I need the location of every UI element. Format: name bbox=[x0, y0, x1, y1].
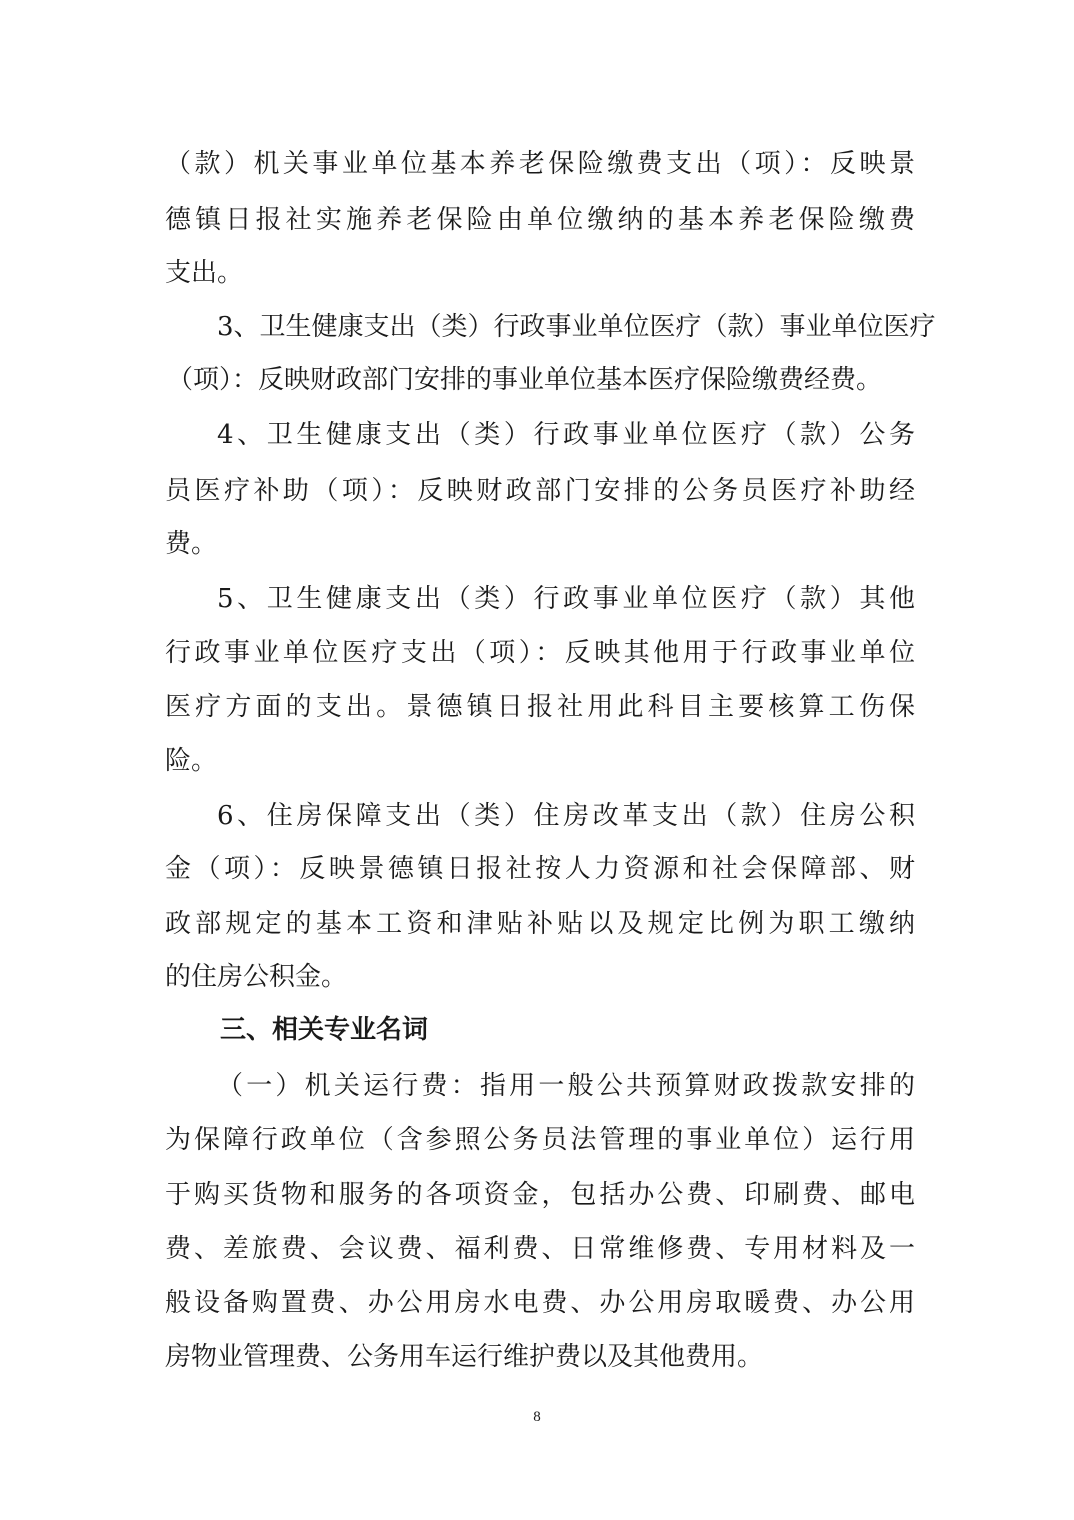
text-line: 政部规定的基本工资和津贴补贴以及规定比例为职工缴纳 bbox=[165, 909, 915, 939]
text-line: （一）机关运行费：指用一般公共预算财政拨款安排的 bbox=[217, 1071, 915, 1101]
text-line: （项）：反映财政部门安排的事业单位基本医疗保险缴费经费。 bbox=[167, 365, 883, 395]
text-line: 4、卫生健康支出（类）行政事业单位医疗（款）公务 bbox=[217, 420, 915, 450]
text-line: 般设备购置费、办公用房水电费、办公用房取暖费、办公用 bbox=[165, 1288, 915, 1318]
text-line: 医疗方面的支出。景德镇日报社用此科目主要核算工伤保 bbox=[165, 692, 915, 722]
page-number: 8 bbox=[533, 1409, 541, 1425]
text-line: 支出。 bbox=[165, 258, 244, 288]
text-line: 费。 bbox=[165, 529, 218, 559]
text-line: （款）机关事业单位基本养老保险缴费支出（项）：反映景 bbox=[165, 149, 915, 179]
text-line: 房物业管理费、公务用车运行维护费以及其他费用。 bbox=[165, 1342, 764, 1372]
text-line: 3、卫生健康支出（类）行政事业单位医疗（款）事业单位医疗 bbox=[217, 312, 936, 342]
text-line: 费、差旅费、会议费、福利费、日常维修费、专用材料及一 bbox=[165, 1234, 915, 1264]
text-line: 6、住房保障支出（类）住房改革支出（款）住房公积 bbox=[217, 801, 915, 831]
text-line: 德镇日报社实施养老保险由单位缴纳的基本养老保险缴费 bbox=[165, 205, 915, 235]
text-line: 为保障行政单位（含参照公务员法管理的事业单位）运行用 bbox=[165, 1125, 915, 1155]
text-line: 5、卫生健康支出（类）行政事业单位医疗（款）其他 bbox=[217, 584, 915, 614]
text-line: 险。 bbox=[165, 746, 218, 776]
text-line: 行政事业单位医疗支出（项）：反映其他用于行政事业单位 bbox=[165, 638, 915, 668]
text-line: 于购买货物和服务的各项资金，包括办公费、印刷费、邮电 bbox=[165, 1180, 915, 1210]
text-line: 金（项）：反映景德镇日报社按人力资源和社会保障部、财 bbox=[165, 854, 915, 884]
text-line: 员医疗补助（项）：反映财政部门安排的公务员医疗补助经 bbox=[165, 476, 915, 506]
text-line: 的住房公积金。 bbox=[165, 962, 348, 992]
section-heading: 三、相关专业名词 bbox=[220, 1015, 429, 1045]
